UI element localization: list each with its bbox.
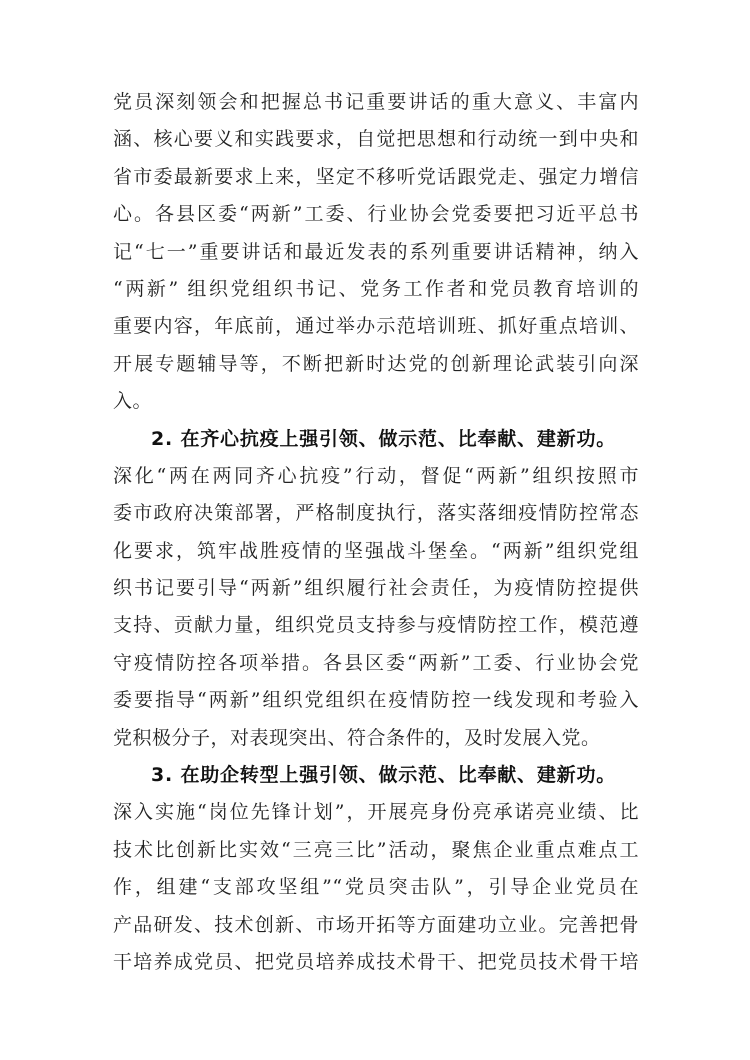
section-heading-3: 3. 在助企转型上强引领、做示范、比奉献、建新功。 — [151, 764, 617, 787]
text-line: 省市委最新要求上来，坚定不移听党话跟党走、强定力增信 — [113, 165, 639, 188]
paragraph-2 — [113, 458, 639, 757]
text-line: 党员深刻领会和把握总书记重要讲话的重大意义、丰富内 — [113, 91, 639, 113]
text-line: 守疫情防控各项举措。各县区委“两新”工委、行业协会党 — [113, 651, 639, 674]
paragraph-3 — [113, 794, 639, 981]
text-line: 作，组建“支部攻坚组”“党员突击队”，引导企业党员在 — [113, 876, 639, 899]
document-page — [113, 84, 639, 981]
text-line: 记“七一”重要讲话和最近发表的系列重要讲话精神，纳入 — [113, 240, 639, 263]
text-line: 涵、核心要义和实践要求，自觉把思想和行动统一到中央和 — [113, 128, 639, 151]
text-line: 化要求，筑牢战胜疫情的坚强战斗堡垒。“两新”组织党组 — [113, 539, 639, 562]
text-line: 委市政府决策部署，严格制度执行，落实落细疫情防控常态 — [113, 502, 639, 525]
paragraph-1 — [113, 84, 639, 421]
text-line: “两新” 组织党组织书记、党务工作者和党员教育培训的 — [113, 277, 639, 300]
section-heading-2: 2. 在齐心抗疫上强引领、做示范、比奉献、建新功。 — [151, 427, 617, 450]
text-line: 重要内容，年底前，通过举办示范培训班、抓好重点培训、 — [113, 315, 639, 338]
text-line: 技术比创新比实效“三亮三比”活动，聚焦企业重点难点工 — [113, 838, 639, 861]
text-line: 深入实施“岗位先锋计划”，开展亮身份亮承诺亮业绩、比 — [113, 801, 639, 824]
text-line: 织书记要引导“两新”组织履行社会责任，为疫情防控提供 — [113, 577, 639, 600]
text-line: 开展专题辅导等，不断把新时达党的创新理论武装引向深 — [113, 352, 639, 375]
text-line: 支持、贡献力量，组织党员支持参与疫情防控工作，模范遵 — [113, 614, 639, 637]
text-line: 心。各县区委“两新”工委、行业协会党委要把习近平总书 — [113, 203, 639, 226]
text-line: 入。 — [113, 390, 153, 413]
text-line: 产品研发、技术创新、市场开拓等方面建功立业。完善把骨 — [113, 913, 639, 936]
text-line: 干培养成党员、把党员培养成技术骨干、把党员技术骨干培 — [113, 950, 639, 973]
text-line: 党积极分子，对表现突出、符合条件的，及时发展入党。 — [113, 726, 601, 749]
text-line: 委要指导“两新”组织党组织在疫情防控一线发现和考验入 — [113, 689, 639, 712]
text-line: 深化“两在两同齐心抗疫”行动，督促“两新”组织按照市 — [113, 464, 639, 487]
